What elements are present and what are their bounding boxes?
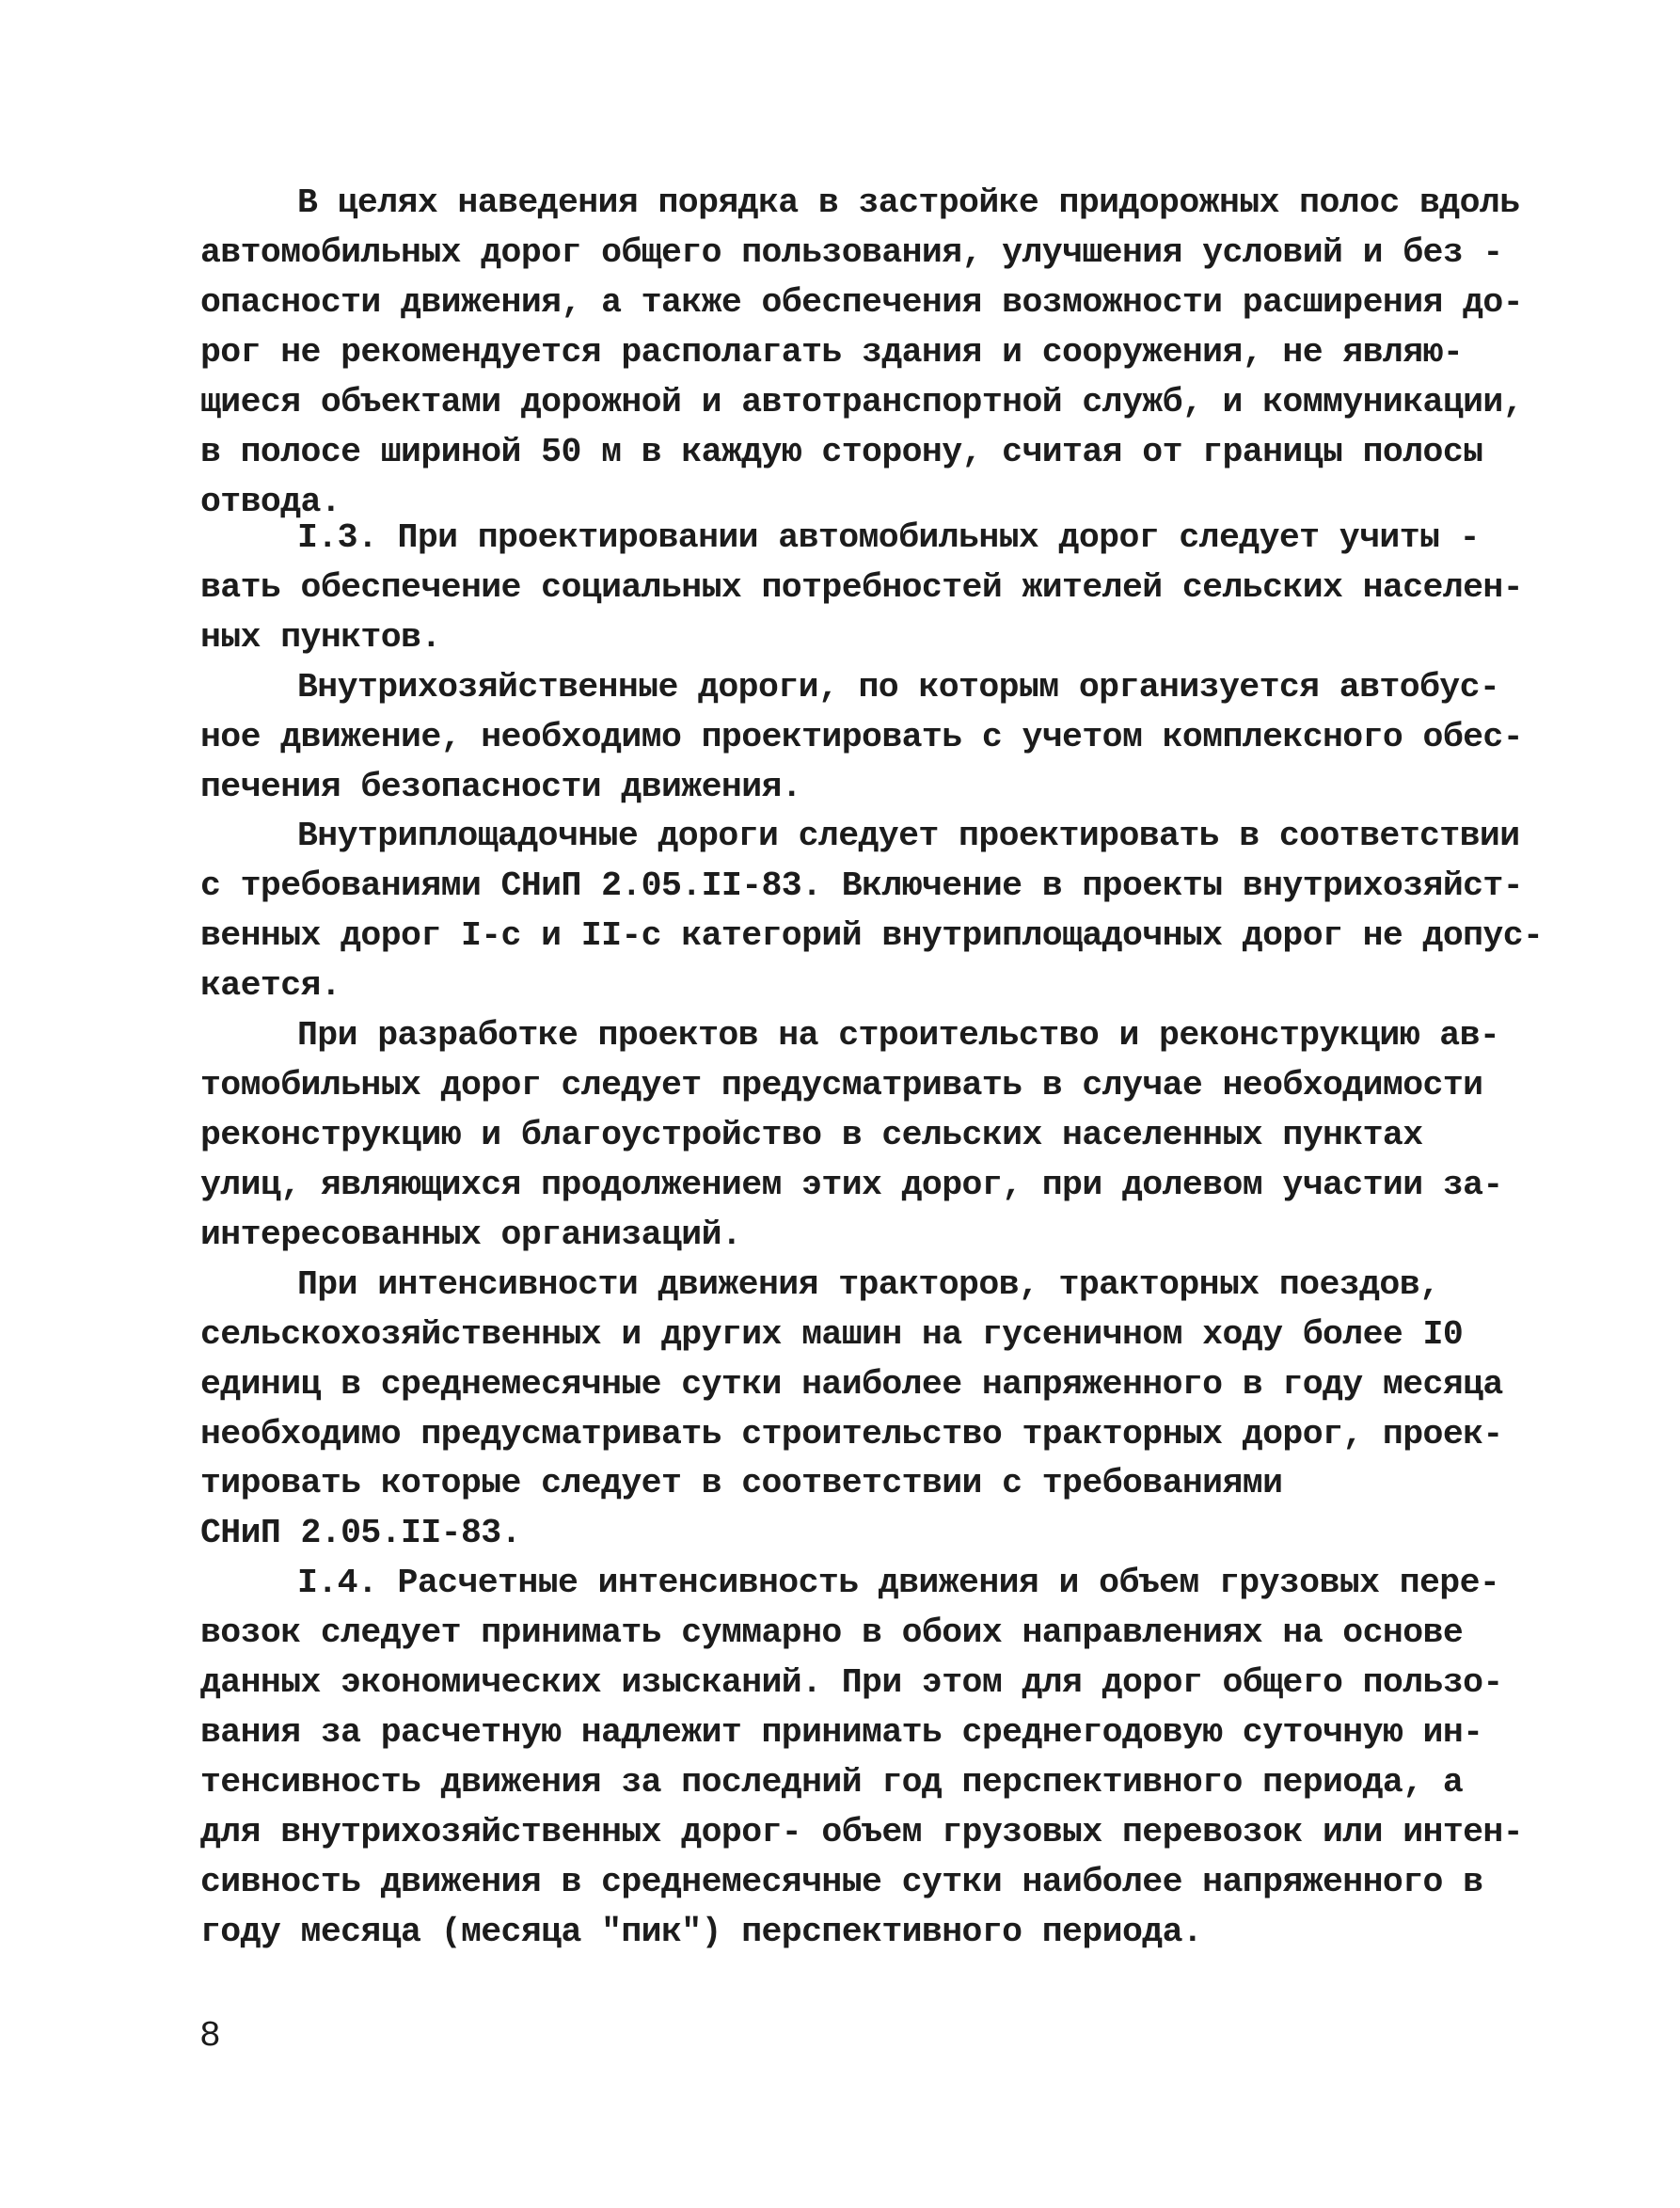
text-line: кается. [200, 966, 341, 1005]
text-line: необходимо предусматривать строительство тракторных дорог, проек- [200, 1415, 1503, 1453]
text-line: отвода. [200, 483, 341, 521]
text-line: сельскохозяйственных и других машин на гусеничном ходу более I0 [200, 1315, 1464, 1354]
text-line: щиеся объектами дорожной и автотранспортной служб, и коммуникации, [200, 383, 1524, 421]
text-line: ное движение, необходимо проектировать с учетом комплексного обес- [200, 718, 1524, 756]
text-line: I.4. Расчетные интенсивность движения и объем грузовых пере- [297, 1564, 1500, 1602]
text-line: тировать которые следует в соответствии с требованиями [200, 1464, 1283, 1502]
text-line: томобильных дорог следует предусматривать в случае необходимости [200, 1066, 1483, 1104]
text-line: При интенсивности движения тракторов, тракторных поездов, [297, 1265, 1440, 1304]
text-line: опасности движения, а также обеспечения возможности расширения до- [200, 283, 1524, 322]
text-line: автомобильных дорог общего пользования, улучшения условий и без - [200, 233, 1503, 272]
text-line: СНиП 2.05.II-83. [200, 1514, 521, 1552]
text-line: реконструкцию и благоустройство в сельских населенных пунктах [200, 1116, 1423, 1154]
text-line: для внутрихозяйственных дорог- объем грузовых перевозок или интен- [200, 1813, 1524, 1851]
text-line: Внутрихозяйственные дороги, по которым организуется автобус- [297, 668, 1500, 707]
text-line: Внутриплощадочные дороги следует проектировать в соответствии [297, 817, 1520, 855]
text-line: возок следует принимать суммарно в обоих направлениях на основе [200, 1613, 1464, 1652]
text-line: I.3. При проектировании автомобильных дорог следует учиты - [297, 518, 1480, 557]
text-line: вать обеспечение социальных потребностей жителей сельских населен- [200, 568, 1524, 607]
text-line: В целях наведения порядка в застройке придорожных полос вдоль [297, 183, 1520, 222]
text-line: сивность движения в среднемесячные сутки наиболее напряженного в [200, 1863, 1483, 1901]
text-line: интересованных организаций. [200, 1215, 742, 1254]
text-line: венных дорог I-с и II-с категорий внутриплощадочных дорог не допус- [200, 916, 1544, 955]
text-line: единиц в среднемесячные сутки наиболее напряженного в году месяца [200, 1365, 1503, 1404]
text-line: печения безопасности движения. [200, 768, 802, 806]
page-number: 8 [199, 2016, 221, 2057]
text-line: вания за расчетную надлежит принимать среднегодовую суточную ин- [200, 1713, 1483, 1752]
text-line: При разработке проектов на строительство и реконструкцию ав- [297, 1016, 1500, 1055]
text-line: улиц, являющихся продолжением этих дорог, при долевом участии за- [200, 1166, 1503, 1204]
text-line: ных пунктов. [200, 618, 441, 657]
text-line: данных экономических изысканий. При этом для дорог общего пользо- [200, 1663, 1503, 1702]
text-line: рог не рекомендуется располагать здания и сооружения, не являю- [200, 333, 1464, 372]
text-line: с требованиями СНиП 2.05.II-83. Включение в проекты внутрихозяйст- [200, 866, 1524, 905]
text-line: тенсивность движения за последний год перспективного периода, а [200, 1763, 1464, 1802]
text-line: году месяца (месяца "пик") перспективного периода. [200, 1913, 1203, 1951]
text-line: в полосе шириной 50 м в каждую сторону, считая от границы полосы [200, 433, 1483, 471]
